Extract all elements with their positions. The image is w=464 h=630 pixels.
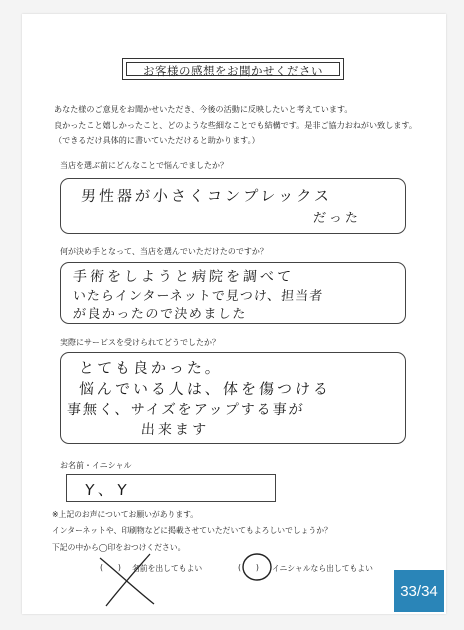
question-2-label: 何が決め手となって、当店を選んでいただけたのですか？ <box>60 247 268 256</box>
intro-line: （できるだけ具体的に書いていただけると助かります。） <box>54 135 260 145</box>
questionnaire-sheet <box>22 14 446 614</box>
answer-line: 悩んでいる人は、体を傷つける <box>78 380 332 398</box>
answer-line: 男性器が小さくコンプレックス <box>80 187 333 205</box>
answer-line: 手術をしようと病院を調べて <box>72 269 295 285</box>
option-initial-paren: ( ) <box>238 563 259 572</box>
consent-question: インターネットや、印刷物などに掲載させていただいてもよろしいでしょうか？ <box>52 526 332 535</box>
question-1-answer-box <box>60 178 406 234</box>
answer-line: が良かったので決めました <box>72 307 248 322</box>
question-2-answer-box <box>60 262 406 324</box>
answer-line: いたらインターネットで見つけ、担当者 <box>72 289 324 304</box>
intro-line: 良かったこと嬉しかったこと、どのような些細なことでも結構です。是非ご協力おねがい致します。 <box>54 119 417 130</box>
answer-line: 出来ます <box>140 422 210 438</box>
consent-note: ※上記のお声についてお願いがあります。 <box>52 510 199 519</box>
name-value: Y、Y <box>84 481 131 499</box>
question-1-label: 当店を選ぶ前にどんなことで悩んでましたか？ <box>60 161 228 170</box>
answer-line: だった <box>312 211 362 226</box>
option-initial-label: イニシャルなら出してもよい <box>272 564 373 573</box>
answer-line: とても良かった。 <box>78 359 224 377</box>
cross-mark-icon <box>92 550 162 610</box>
option-name-label: 名前を出してもよい <box>132 564 203 573</box>
page-counter-badge: 33/34 <box>394 570 444 612</box>
question-3-answer-box <box>60 352 406 444</box>
intro-text <box>54 102 446 149</box>
option-name-paren: ( ) <box>100 563 121 572</box>
answer-line: 事無く、サイズをアップする事が <box>66 402 306 418</box>
intro-line: あなた様のご意見をお聞かせいただき、今後の活動に反映したいと考えています。 <box>54 104 353 114</box>
name-label: お名前・イニシャル <box>60 461 132 470</box>
consent-instruction: 下記の中から◯印をおつけください。 <box>52 543 186 552</box>
question-3-label: 実際にサービスを受けられてどうでしたか？ <box>60 338 220 347</box>
form-title: お客様の感想をお聞かせください <box>143 64 323 78</box>
circle-mark-icon <box>240 551 274 583</box>
name-field <box>66 474 276 502</box>
title-frame <box>122 58 344 80</box>
